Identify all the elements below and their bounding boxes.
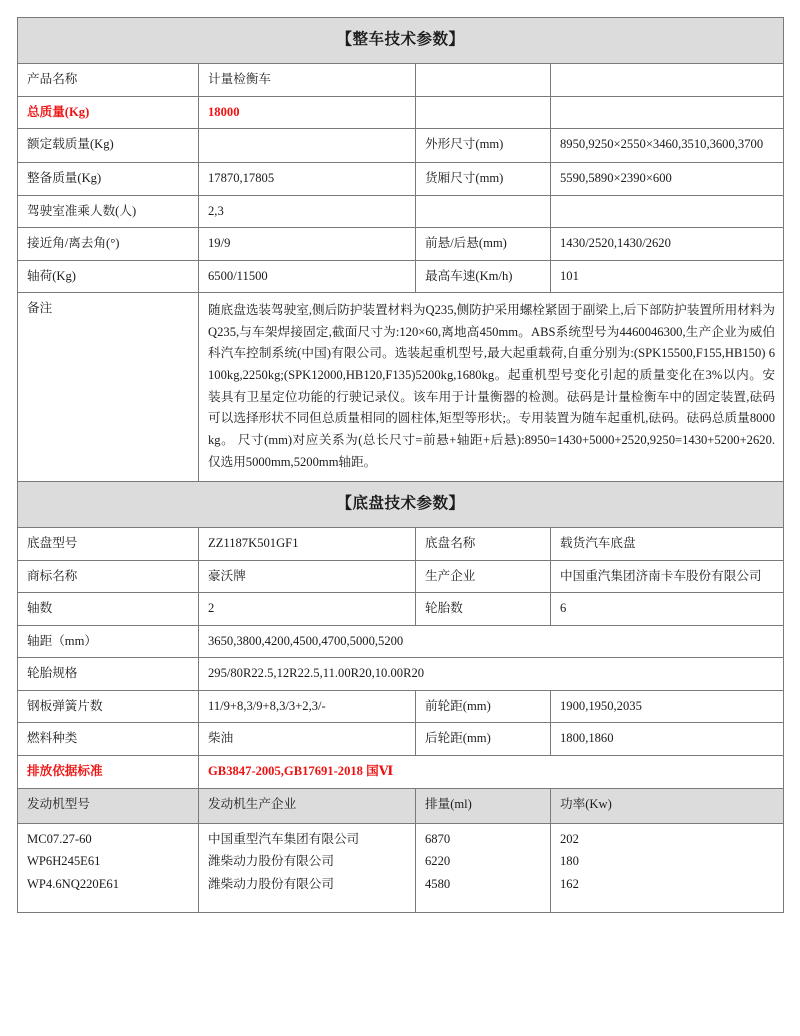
engine-column-header-maker: 发动机生产企业 — [199, 788, 416, 823]
engine-model-column — [18, 823, 199, 913]
chassis-section-title: 【底盘技术参数】 — [18, 482, 784, 528]
remark-text — [199, 293, 784, 482]
row-label-2: 后轮距(mm) — [416, 723, 551, 756]
engine-maker: 潍柴动力股份有限公司 — [208, 877, 334, 892]
row-value: 2,3 — [199, 195, 416, 228]
row-label: 底盘型号 — [18, 528, 199, 561]
row-label-2: 最高车速(Km/h) — [416, 260, 551, 293]
engine-power: 162 — [560, 877, 579, 892]
engine-power: 202 — [560, 831, 579, 846]
engine-header-row — [18, 788, 784, 823]
row-label: 排放依据标准 — [18, 755, 199, 788]
row-label: 燃料种类 — [18, 723, 199, 756]
row-value-2: 中国重汽集团济南卡车股份有限公司 — [551, 560, 784, 593]
row-label: 轮胎规格 — [18, 658, 199, 691]
row-label-2 — [416, 64, 551, 97]
table-row — [18, 260, 784, 293]
chassis-spec-table — [17, 481, 784, 788]
row-label: 商标名称 — [18, 560, 199, 593]
row-value: 295/80R22.5,12R22.5,11.00R20,10.00R20 — [199, 658, 784, 691]
row-value-2: 101 — [551, 260, 784, 293]
row-label: 轴距（mm） — [18, 625, 199, 658]
engine-model: WP6H245E61 — [27, 854, 101, 869]
table-row — [18, 129, 784, 163]
row-label-2: 前轮距(mm) — [416, 690, 551, 723]
row-label: 轴数 — [18, 593, 199, 626]
remark-label: 备注 — [18, 293, 199, 482]
row-label: 驾驶室准乘人数(人) — [18, 195, 199, 228]
row-label: 总质量(Kg) — [18, 96, 199, 129]
row-value: 17870,17805 — [199, 163, 416, 196]
table-row — [18, 228, 784, 261]
table-row — [18, 64, 784, 97]
table-row — [18, 658, 784, 691]
row-value-2: 1900,1950,2035 — [551, 690, 784, 723]
remark-row — [18, 293, 784, 482]
engine-maker-column — [199, 823, 416, 913]
engine-displacement: 6870 — [425, 831, 451, 846]
row-value-2 — [551, 64, 784, 97]
table-row — [18, 96, 784, 129]
table-row — [18, 528, 784, 561]
row-value-2: 1430/2520,1430/2620 — [551, 228, 784, 261]
row-label-2: 外形尺寸(mm) — [416, 129, 551, 163]
row-value-2: 1800,1860 — [551, 723, 784, 756]
row-value — [199, 129, 416, 163]
chassis-section-header-row — [18, 482, 784, 528]
row-value-2: 8950,9250×2550×3460,3510,3600,3700 — [551, 129, 784, 163]
row-label: 接近角/离去角(°) — [18, 228, 199, 261]
row-value: 18000 — [199, 96, 416, 129]
table-row — [18, 163, 784, 196]
row-value: 豪沃牌 — [199, 560, 416, 593]
row-value-2 — [551, 195, 784, 228]
row-label-2: 货厢尺寸(mm) — [416, 163, 551, 196]
table-row — [18, 625, 784, 658]
engine-power-column — [551, 823, 784, 913]
row-label: 整备质量(Kg) — [18, 163, 199, 196]
table-row — [18, 195, 784, 228]
row-value-2: 5590,5890×2390×600 — [551, 163, 784, 196]
table-row — [18, 560, 784, 593]
engine-data-block — [18, 823, 784, 913]
row-value-2: 6 — [551, 593, 784, 626]
engine-displacement: 4580 — [425, 877, 451, 892]
row-label-2: 生产企业 — [416, 560, 551, 593]
engine-spec-table — [17, 788, 784, 914]
row-value: 11/9+8,3/9+8,3/3+2,3/- — [199, 690, 416, 723]
engine-power: 180 — [560, 854, 579, 869]
emission-standard-row — [18, 755, 784, 788]
row-label-2 — [416, 96, 551, 129]
engine-model: WP4.6NQ220E61 — [27, 877, 119, 892]
row-label-2: 轮胎数 — [416, 593, 551, 626]
table-row — [18, 723, 784, 756]
engine-displacement-column — [416, 823, 551, 913]
row-value-2 — [551, 96, 784, 129]
row-value: ZZ1187K501GF1 — [199, 528, 416, 561]
row-value: 3650,3800,4200,4500,4700,5000,5200 — [199, 625, 784, 658]
remark-paragraph: 随底盘选装驾驶室,侧后防护装置材料为Q235,侧防护采用螺栓紧固于副梁上,后下部防护装置所用材料为Q235,与车架焊接固定,截面尺寸为:120×60,离地高450mm。ABS系统型号为4460046300,生产企业为威伯科汽车控制系统(中国)有限公司。选装起重机型号,最大起重载荷,自重分别为:(SPK15500,F155,HB150) 6100kg,2250kg;(SPK12000,HB120,F135)5200kg,1680kg。起重机型号变化引起的质量变化在3%以内。安装具有卫星定位功能的行驶记录仪。该车用于计量衡器的检测。砝码是计量检衡车中的固定装置,砝码可以选择形状不同但总质量相同的圆柱体,矩型等形状;。专用装置为随车起重机,砝码。砝码总质量8000kg。 尺寸(mm)对应关系为(总长尺寸=前悬+轴距+后悬):8950=1430+5000+2520,9250=1430+5200+2620. 仅选用5000mm,5200mm轴距。 — [208, 303, 776, 469]
engine-column-header-power: 功率(Kw) — [551, 788, 784, 823]
row-value: 计量检衡车 — [199, 64, 416, 97]
engine-maker: 中国重型汽车集团有限公司 — [208, 831, 360, 846]
row-value: 柴油 — [199, 723, 416, 756]
row-label-2: 底盘名称 — [416, 528, 551, 561]
row-value: 19/9 — [199, 228, 416, 261]
vehicle-section-title: 【整车技术参数】 — [18, 18, 784, 64]
engine-displacement: 6220 — [425, 854, 451, 869]
row-label: 轴荷(Kg) — [18, 260, 199, 293]
row-label: 额定载质量(Kg) — [18, 129, 199, 163]
engine-column-header-displacement: 排量(ml) — [416, 788, 551, 823]
table-row — [18, 593, 784, 626]
row-value: 2 — [199, 593, 416, 626]
row-label-2 — [416, 195, 551, 228]
row-label: 产品名称 — [18, 64, 199, 97]
engine-column-header-model: 发动机型号 — [18, 788, 199, 823]
vehicle-spec-table — [17, 17, 784, 482]
row-label: 钢板弹簧片数 — [18, 690, 199, 723]
row-label-2: 前悬/后悬(mm) — [416, 228, 551, 261]
table-row — [18, 690, 784, 723]
vehicle-section-header-row — [18, 18, 784, 64]
row-value: 6500/11500 — [199, 260, 416, 293]
row-value: GB3847-2005,GB17691-2018 国Ⅵ — [199, 755, 784, 788]
engine-model: MC07.27-60 — [27, 831, 92, 846]
engine-maker: 潍柴动力股份有限公司 — [208, 854, 334, 869]
row-value-2: 载货汽车底盘 — [551, 528, 784, 561]
